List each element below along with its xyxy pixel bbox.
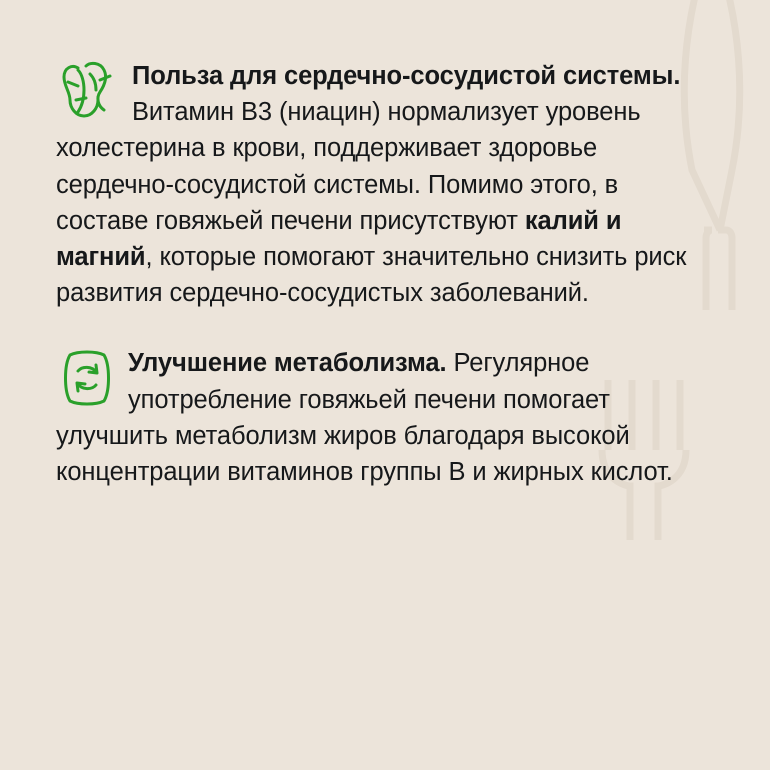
- benefit-block-metabolism: [56, 345, 714, 490]
- benefit-bold-inline-cardiovascular: калий и магний: [56, 206, 622, 272]
- benefit-heading-cardiovascular: Польза для сердечно-сосудистой системы.: [132, 62, 681, 90]
- heart-anatomical-icon: [56, 60, 122, 122]
- benefit-text-metabolism: [56, 345, 714, 490]
- benefit-body-part2-cardiovascular: , которые помогают значительно снизить риск развития сердечно-сосудистых заболеваний.: [56, 243, 687, 308]
- metabolism-stomach-icon: [56, 349, 118, 407]
- benefit-text-cardiovascular: [56, 58, 714, 311]
- benefit-body-part1-cardiovascular: Витамин В3 (ниацин) нормализует уровень холестерина в крови, поддерживает здоровье сердечно-сосудистой системы. Помимо этого, в составе говяжьей печени присутствуют: [56, 98, 641, 235]
- benefit-heading-metabolism: Улучшение метаболизма.: [128, 349, 447, 378]
- benefit-body-part1-metabolism: Регулярное употребление говяжьей печени помогает улучшить метаболизм жиров благодаря высокой концентрации витаминов группы В и жирных кислот.: [56, 349, 673, 487]
- benefit-block-cardiovascular: [56, 58, 714, 311]
